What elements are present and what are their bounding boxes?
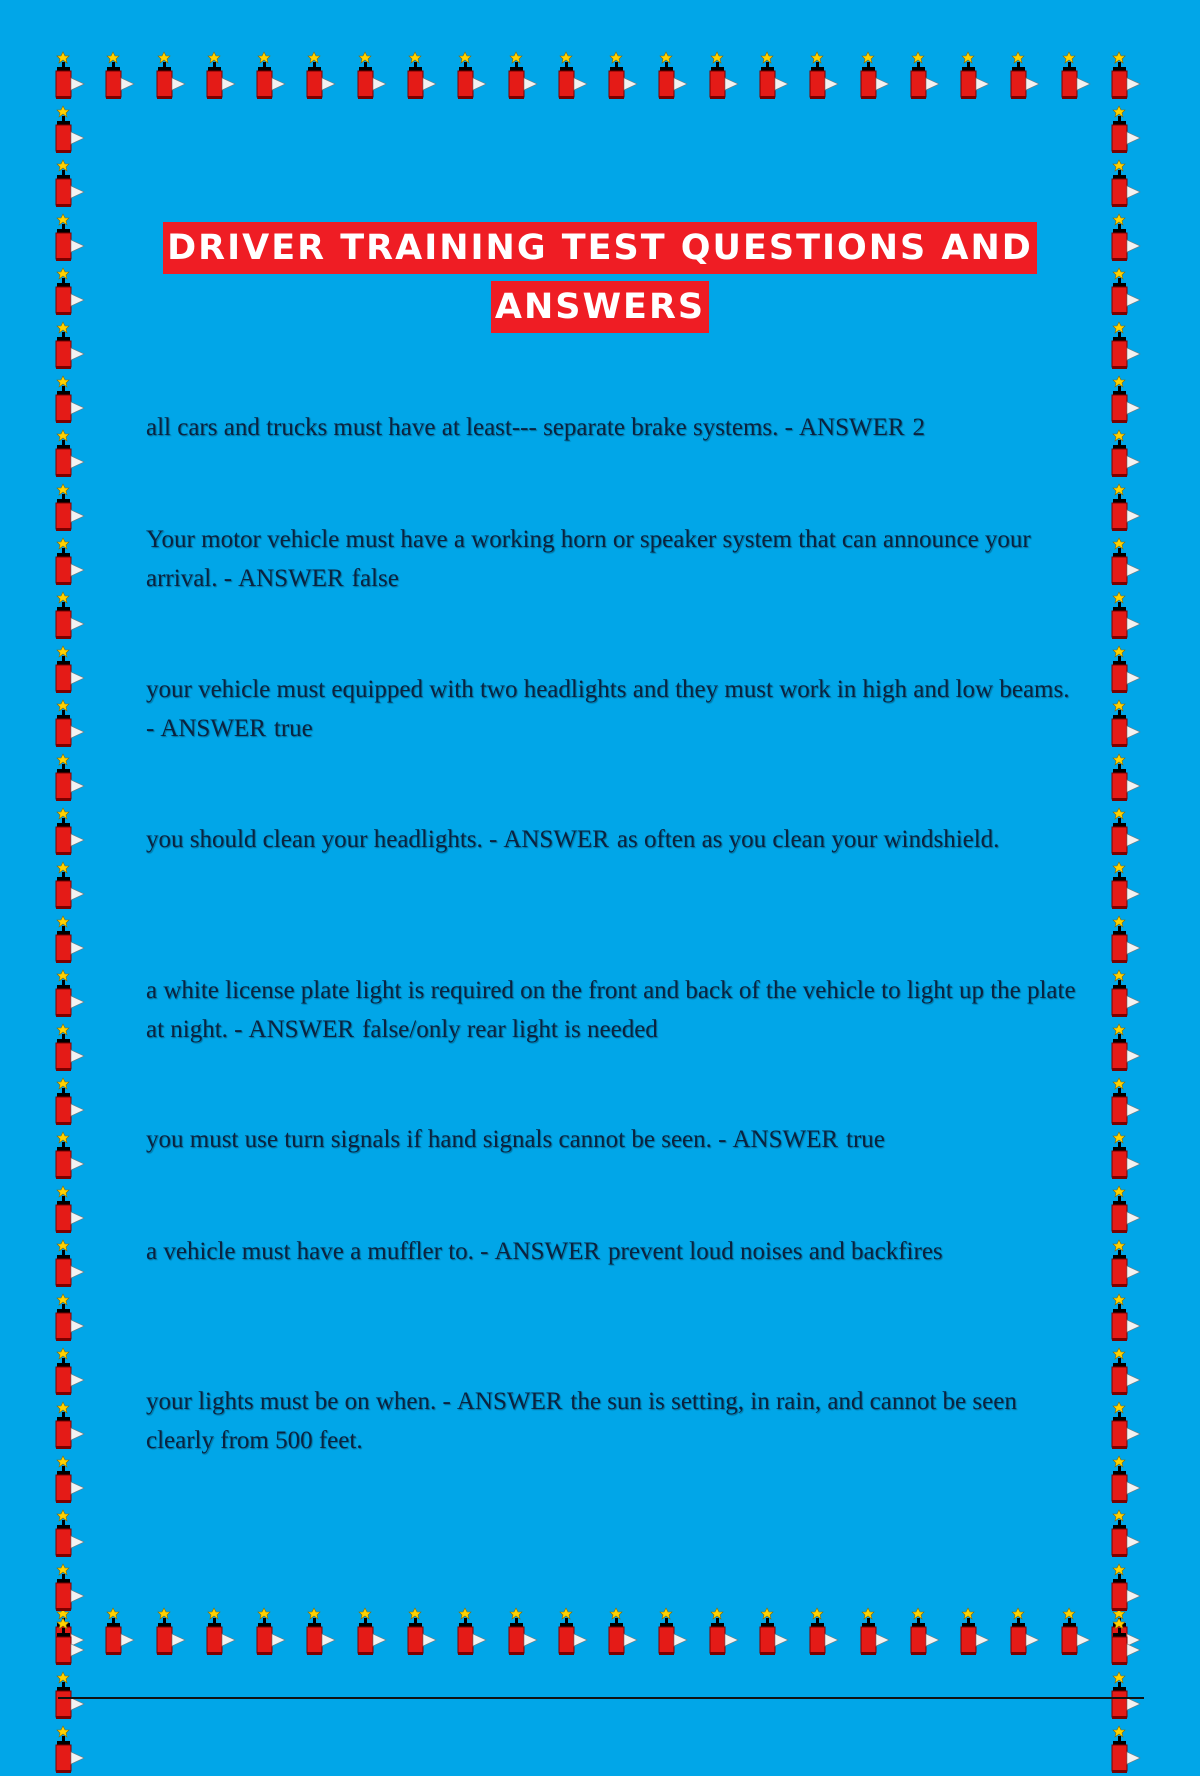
candle-icon	[1111, 480, 1145, 534]
candle-icon	[407, 1604, 441, 1658]
answer-text: as often as you clean your windshield.	[616, 826, 1000, 853]
candle-icon	[55, 1290, 89, 1344]
candle-icon	[55, 1236, 89, 1290]
candle-icon	[1111, 1236, 1145, 1290]
answer-label: ANSWER	[732, 1126, 839, 1153]
candle-icon	[55, 1128, 89, 1182]
candle-icon	[55, 156, 89, 210]
answer-label: ANSWER	[456, 1388, 563, 1415]
candle-icon	[709, 48, 743, 102]
footer-divider	[58, 1697, 1144, 1699]
candle-icon	[55, 750, 89, 804]
candle-icon	[558, 48, 592, 102]
candle-icon	[55, 966, 89, 1020]
candle-icon	[960, 48, 994, 102]
candle-icon	[1111, 1074, 1145, 1128]
candle-icon	[55, 1020, 89, 1074]
candle-icon	[156, 1604, 190, 1658]
candle-icon	[55, 1344, 89, 1398]
qa-item	[146, 1120, 1076, 1159]
candle-icon	[1111, 534, 1145, 588]
answer-text: 2	[912, 414, 926, 441]
candle-icon	[1111, 1290, 1145, 1344]
candle-icon	[256, 1604, 290, 1658]
answer-label: ANSWER	[798, 414, 905, 441]
candle-icon	[1111, 696, 1145, 750]
candle-icon	[105, 48, 139, 102]
qa-item	[146, 1232, 1076, 1271]
candle-icon	[55, 1074, 89, 1128]
candle-icon	[55, 48, 89, 102]
candle-icon	[55, 858, 89, 912]
candle-icon	[55, 480, 89, 534]
candle-icon	[55, 1722, 89, 1776]
candle-icon	[809, 1604, 843, 1658]
question-text: a white license plate light is required on the front and back of the vehicle to light up the plate at night. -	[146, 977, 1076, 1043]
candle-icon	[709, 1604, 743, 1658]
answer-text: true	[846, 1126, 885, 1153]
answer-label: ANSWER	[238, 565, 344, 592]
candle-icon	[55, 102, 89, 156]
candle-icon	[306, 48, 340, 102]
candle-icon	[55, 1560, 89, 1614]
candle-icon	[1111, 588, 1145, 642]
candle-icon	[809, 48, 843, 102]
candle-icon	[1111, 1452, 1145, 1506]
title-line-1: DRIVER TRAINING TEST QUESTIONS AND	[163, 222, 1037, 274]
candle-icon	[1111, 1560, 1145, 1614]
candle-icon	[759, 48, 793, 102]
candle-icon	[1111, 102, 1145, 156]
candle-icon	[55, 1398, 89, 1452]
answer-label: ANSWER	[503, 826, 609, 853]
answer-label: ANSWER	[160, 715, 266, 742]
candle-icon	[1111, 1614, 1145, 1668]
question-text: Your motor vehicle must have a working horn or speaker system that can announce your arrival. -	[146, 526, 1031, 592]
candle-icon	[407, 48, 441, 102]
qa-item	[146, 1382, 1076, 1460]
candle-icon	[1111, 1398, 1145, 1452]
candle-icon	[1111, 48, 1145, 102]
answer-label: ANSWER	[248, 1016, 355, 1043]
qa-item	[146, 820, 1076, 859]
candle-icon	[1111, 156, 1145, 210]
candle-border-top	[55, 48, 1145, 102]
candle-icon	[55, 912, 89, 966]
candle-icon	[55, 804, 89, 858]
candle-border-bottom	[55, 1604, 1145, 1658]
candle-icon	[156, 48, 190, 102]
candle-icon	[1010, 1604, 1044, 1658]
candle-icon	[1111, 372, 1145, 426]
candle-icon	[1111, 1722, 1145, 1776]
candle-icon	[357, 48, 391, 102]
candle-icon	[759, 1604, 793, 1658]
candle-icon	[1111, 426, 1145, 480]
candle-icon	[306, 1604, 340, 1658]
candle-icon	[55, 1182, 89, 1236]
candle-icon	[1111, 642, 1145, 696]
candle-icon	[1111, 1344, 1145, 1398]
candle-icon	[1111, 804, 1145, 858]
candle-icon	[55, 642, 89, 696]
candle-icon	[508, 48, 542, 102]
answer-text: false	[351, 565, 399, 592]
candle-icon	[55, 426, 89, 480]
candle-icon	[55, 372, 89, 426]
answer-text: true	[273, 715, 313, 742]
candle-icon	[1111, 858, 1145, 912]
answer-text: the sun is setting, in rain, and cannot be seen clearly from 500 feet.	[146, 1388, 1017, 1454]
qa-item	[146, 971, 1076, 1049]
candle-icon	[608, 1604, 642, 1658]
candle-icon	[55, 1452, 89, 1506]
candle-icon	[910, 48, 944, 102]
candle-icon	[1111, 1668, 1145, 1722]
candle-icon	[206, 48, 240, 102]
candle-icon	[457, 48, 491, 102]
candle-icon	[55, 1506, 89, 1560]
candle-icon	[256, 48, 290, 102]
question-text: your vehicle must equipped with two headlights and they must work in high and low beams. -	[146, 676, 1070, 742]
document-title	[0, 222, 1200, 333]
candle-icon	[55, 1614, 89, 1668]
candle-icon	[457, 1604, 491, 1658]
candle-icon	[508, 1604, 542, 1658]
candle-icon	[658, 48, 692, 102]
candle-icon	[1061, 1604, 1095, 1658]
candle-icon	[1111, 966, 1145, 1020]
candle-icon	[658, 1604, 692, 1658]
candle-icon	[860, 1604, 894, 1658]
question-text: your lights must be on when. -	[146, 1388, 451, 1415]
candle-icon	[1111, 750, 1145, 804]
candle-icon	[55, 588, 89, 642]
qa-item	[146, 408, 1076, 447]
qa-item	[146, 520, 1076, 598]
candle-icon	[206, 1604, 240, 1658]
answer-label: ANSWER	[494, 1238, 601, 1265]
candle-icon	[1111, 912, 1145, 966]
candle-icon	[55, 1668, 89, 1722]
candle-icon	[55, 696, 89, 750]
candle-icon	[960, 1604, 994, 1658]
candle-icon	[1111, 1128, 1145, 1182]
candle-icon	[1061, 48, 1095, 102]
candle-icon	[105, 1604, 139, 1658]
candle-icon	[558, 1604, 592, 1658]
candle-icon	[1111, 1020, 1145, 1074]
question-text: you must use turn signals if hand signals cannot be seen. -	[146, 1126, 727, 1153]
question-text: all cars and trucks must have at least--- separate brake systems. -	[146, 414, 793, 441]
candle-icon	[910, 1604, 944, 1658]
candle-icon	[608, 48, 642, 102]
question-text: a vehicle must have a muffler to. -	[146, 1238, 489, 1265]
answer-text: prevent loud noises and backfires	[608, 1238, 943, 1265]
candle-icon	[357, 1604, 391, 1658]
answer-text: false/only rear light is needed	[362, 1016, 658, 1043]
candle-icon	[1111, 1182, 1145, 1236]
question-text: you should clean your headlights. -	[146, 826, 498, 853]
candle-icon	[1111, 1506, 1145, 1560]
candle-icon	[860, 48, 894, 102]
candle-icon	[55, 534, 89, 588]
qa-item	[146, 670, 1076, 748]
title-line-2: ANSWERS	[491, 281, 709, 333]
candle-icon	[1010, 48, 1044, 102]
